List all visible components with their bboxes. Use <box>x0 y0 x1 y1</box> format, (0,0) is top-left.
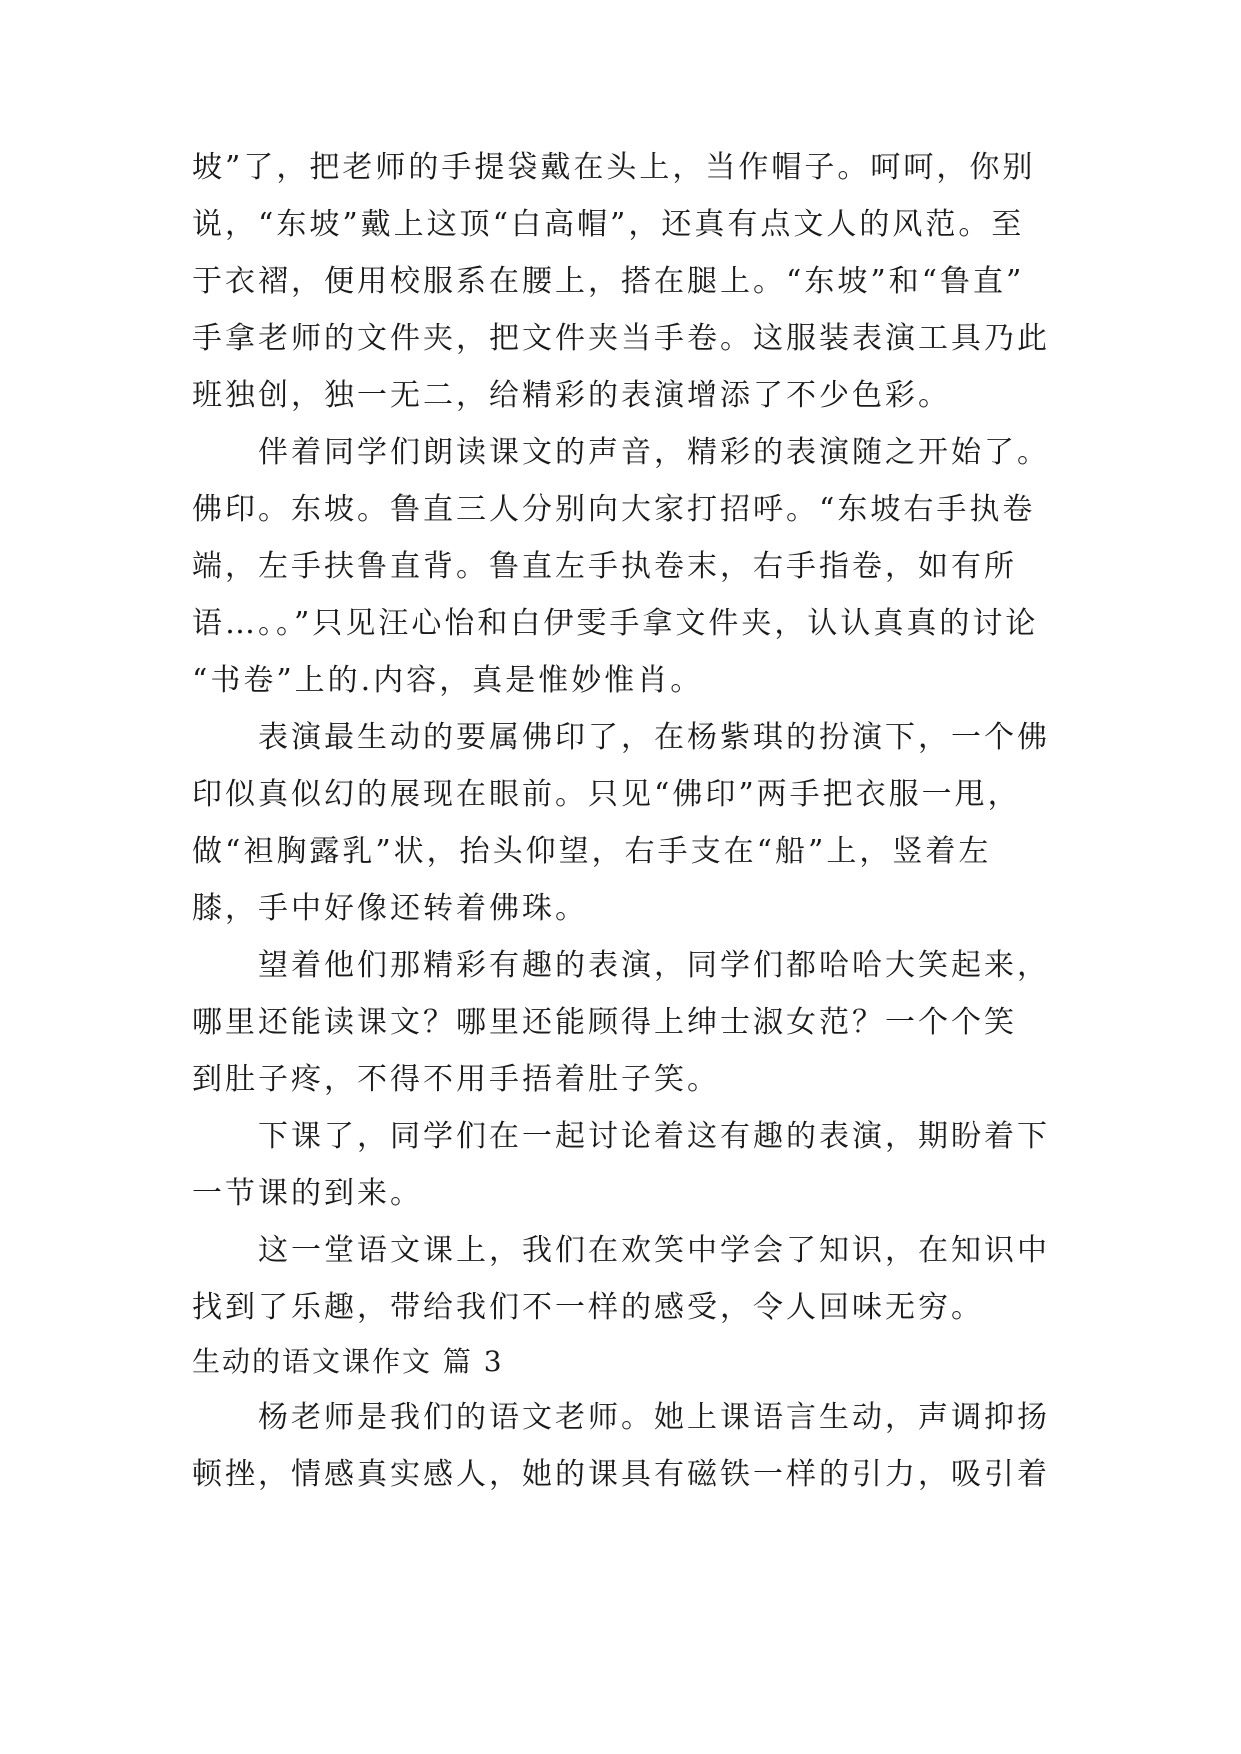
text-line: 膝，手中好像还转着佛珠。 <box>192 891 588 926</box>
text-line: 语…。。”只见汪心怡和白伊雯手拿文件夹，认认真真的讨论 <box>192 606 1039 641</box>
text-line: 哪里还能读课文？哪里还能顾得上绅士淑女范？一个个笑 <box>192 1005 1017 1040</box>
text-line: 望着他们那精彩有趣的表演，同学们都哈哈大笑起来， <box>192 948 1050 983</box>
text-line: “书卷”上的.内容，真是惟妙惟肖。 <box>192 663 704 698</box>
text-line: 顿挫，情感真实感人，她的课具有磁铁一样的引力，吸引着 <box>192 1457 1050 1492</box>
text-line: 手拿老师的文件夹，把文件夹当手卷。这服装表演工具乃此 <box>192 321 1050 356</box>
text-line: 说，“东坡”戴上这顶“白高帽”，还真有点文人的风范。至 <box>192 207 1025 242</box>
text-line: 端，左手扶鲁直背。鲁直左手执卷末，右手指卷，如有所 <box>192 549 1017 584</box>
text-line: 印似真似幻的展现在眼前。只见“佛印”两手把衣服一甩， <box>192 777 1021 812</box>
text-line: 杨老师是我们的语文老师。她上课语言生动，声调抑扬 <box>192 1400 1050 1435</box>
text-line: 于衣褶，便用校服系在腰上，搭在腿上。“东坡”和“鲁直” <box>192 264 1025 299</box>
text-line: 一节课的到来。 <box>192 1176 423 1211</box>
text-line: 坡”了，把老师的手提袋戴在头上，当作帽子。呵呵，你别 <box>192 150 1036 185</box>
text-line: 做“袒胸露乳”状，抬头仰望，右手支在“船”上，竖着左 <box>192 834 992 869</box>
text-line: 下课了，同学们在一起讨论着这有趣的表演，期盼着下 <box>192 1119 1050 1154</box>
text-line: 到肚子疼，不得不用手捂着肚子笑。 <box>192 1062 720 1097</box>
section-heading: 生动的语文课作文 篇 3 <box>192 1345 504 1378</box>
text-line: 班独创，独一无二，给精彩的表演增添了不少色彩。 <box>192 378 951 413</box>
text-line: 伴着同学们朗读课文的声音，精彩的表演随之开始了。 <box>192 435 1050 470</box>
text-line: 佛印。东坡。鲁直三人分别向大家打招呼。“东坡右手执卷 <box>192 492 1036 527</box>
text-line: 这一堂语文课上，我们在欢笑中学会了知识，在知识中 <box>192 1233 1050 1268</box>
text-line: 找到了乐趣，带给我们不一样的感受，令人回味无穷。 <box>192 1290 984 1325</box>
text-line: 表演最生动的要属佛印了，在杨紫琪的扮演下，一个佛 <box>192 720 1050 755</box>
